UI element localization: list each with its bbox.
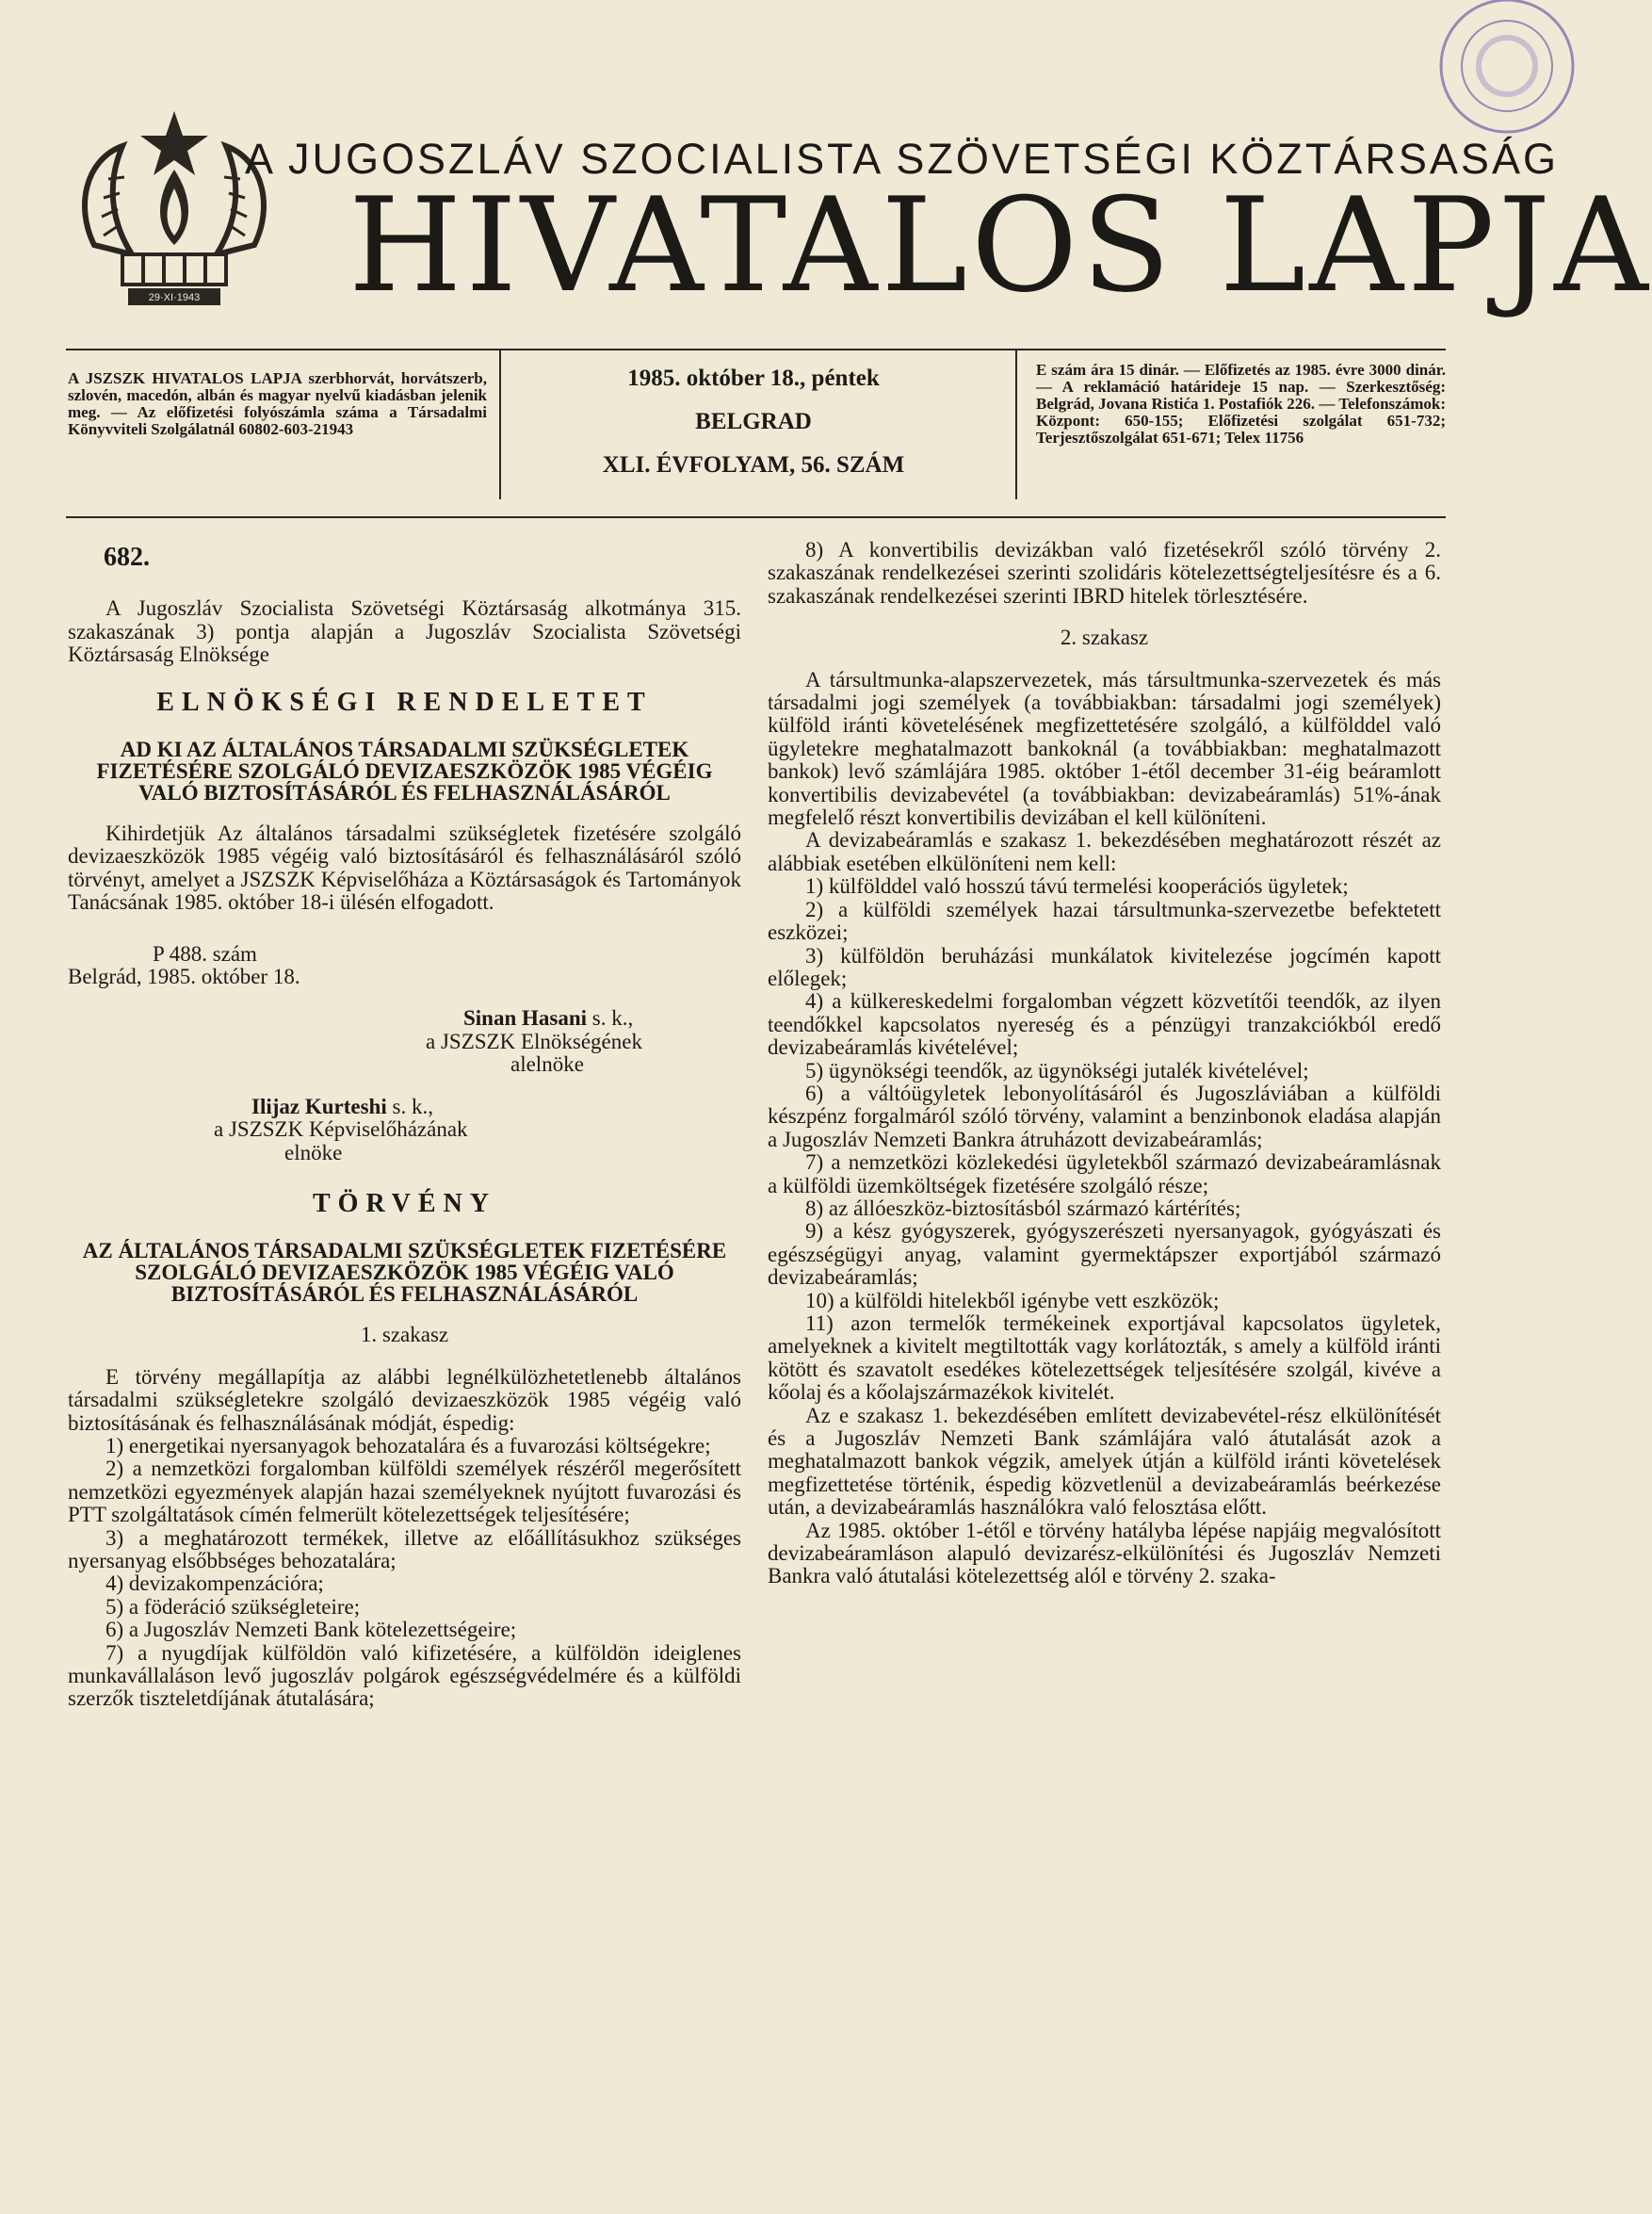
signatory-name: Ilijaz Kurteshi <box>251 1094 387 1118</box>
list-item: 9) a kész gyógyszerek, gyógyszerészeti nyersanyagok, gyógyászati és egészségügyi anyag, valamint gyermektápszer exportjából származó devizabeáramlás; <box>768 1219 1441 1290</box>
issue-info <box>513 366 994 496</box>
paragraph: A társultmunka-alapszervezetek, más társultmunka-szervezetek és más társadalmi jogi személyek (a továbbiakban: társadalmi jogi személyek) külföld iránti követelésének megfizettetésére szolgáló, a külfölddel való ügyletekre meghatalmazott bankoknál (a továbbiakban: meghatalmazott bankok) levő számlájára 1985. október 1-étől december 31-éig beáramlott konvertibilis devizabevétel (a továbbiakban: devizabeáramlás) 51%-ának megfelelő részt konvertibilis devizában el kell különíteni. <box>768 667 1441 830</box>
document-number: 682. <box>104 543 150 572</box>
signatory-role: a JSZSZK Elnökségének <box>426 1029 642 1053</box>
paragraph: Az e szakasz 1. bekezdésében említett devizabevétel-rész elkülönítését és a Jugoszláv Nemzeti Bank számlájára való átutalását azok a meghatalmazott bankok végzik, amelyek útján a külföld iránti követelések megfizettetése történik, éspedig közvetlenül a devizabeáramlás beérkezése után, a devizabeáramlás használókra való felosztása előtt. <box>768 1403 1441 1520</box>
list-item: 8) az állóeszköz-biztosításból származó kártérítés; <box>805 1196 1241 1220</box>
issue-date: 1985. október 18., péntek <box>627 366 880 391</box>
list-item: 4) devizakompenzációra; <box>105 1571 324 1596</box>
list-item: 3) a meghatározott termékek, illetve az előállításukhoz szükséges nyersanyag elsőbbséges behozatalára; <box>68 1525 741 1572</box>
band-top-rule <box>66 349 1446 350</box>
list-item: 4) a külkereskedelmi forgalomban végzett közvetítői teendők, az ilyen teendőkkel kapcsolatos nyereség és a pénzügyi tranzakciókból eredő devizabeáramlás kivételével; <box>768 989 1441 1060</box>
emblem-date: 29·XI·1943 <box>148 292 201 303</box>
list-item: 1) külfölddel való hosszú távú termelési kooperációs ügyletek; <box>805 874 1349 899</box>
list-item: 11) azon termelők termékeinek exportjával kapcsolatos ügyletek, amelyeknek a kivitelt megtiltották vagy korlátozták, s amely a külföld iránti kötött és szavatolt esedékes kötelezettségek teljesítésére szolgál, kivéve a kőolaj és a kőolajszármazékok kivitelét. <box>768 1311 1441 1405</box>
right-column <box>768 539 1441 1588</box>
list-item: 7) a nyugdíjak külföldön való kifizetésére, a külföldön ideiglenes munkavállaláson levő jugoszláv polgárok egészségvédelmére és a külföldi szerzők tiszteletdíjának átutalására; <box>68 1640 741 1711</box>
signatory-sk: s. k., <box>392 1094 433 1118</box>
list-item: 7) a nemzetközi közlekedési ügyletekből származó devizabeáramlásnak a külföldi üzemköltségek fizetésére szolgáló része; <box>768 1150 1441 1197</box>
issue-number: XLI. ÉVFOLYAM, 56. SZÁM <box>602 452 905 478</box>
list-item: 1) energetikai nyersanyagok behozatalára és a fuvarozási költségekre; <box>105 1433 711 1457</box>
signatory-sk: s. k., <box>591 1006 634 1031</box>
preamble: A Jugoszláv Szocialista Szövetségi Köztársaság alkotmánya 315. szakaszának 3) pontja alapján a Jugoszláv Szocialista Szövetségi Köztársaság Elnöksége <box>68 596 741 667</box>
list-item: 10) a külföldi hitelekből igénybe vett eszközök; <box>805 1288 1220 1312</box>
signatory-role: alelnöke <box>510 1052 584 1077</box>
section-heading: 1. szakasz <box>360 1323 449 1347</box>
masthead-main-title: HIVATALOS LAPJA <box>348 170 1652 321</box>
decree-heading: ELNÖKSÉGI RENDELETET <box>156 687 653 717</box>
signature-block-1 <box>426 1007 741 1076</box>
list-item: 3) külföldön beruházási munkálatok kivitelezése jogcímén kapott előlegek; <box>768 943 1441 990</box>
list-item: 8) A konvertibilis devizákban való fizetésekről szóló törvény 2. szakaszának rendelkezései szerinti szolidáris kötelezettségteljesítésre és a 6. szakaszának rendelkezései szerinti IBRD hitelek törlesztésére. <box>768 538 1441 608</box>
price-contact-info: E szám ára 15 dinár. — Előfizetés az 1985. évre 3000 dinár. — A reklamáció határideje 15 nap. — Szerkesztőség: Belgrád, Jovana Ristića 1. Postafiók 226. — Telefonszámok: Központ: 650-155; Előfizetési szolgálat 651-732; Terjesztőszolgálat 651-671; Telex 11756 <box>1036 361 1446 447</box>
list-item: 5) a föderáció szükségleteire; <box>105 1594 361 1619</box>
signature-block-2 <box>214 1096 741 1164</box>
left-column <box>68 537 741 1711</box>
list-item: 6) a Jugoszláv Nemzeti Bank kötelezettségeire; <box>105 1618 517 1642</box>
signatory-role: a JSZSZK Képviselőházának <box>214 1117 468 1142</box>
section-heading: 2. szakasz <box>1060 626 1149 650</box>
signatory-name: Sinan Hasani <box>463 1006 588 1031</box>
band-divider-left <box>499 349 501 499</box>
band-bottom-rule <box>66 516 1446 518</box>
law-title: AZ ÁLTALÁNOS TÁRSADALMI SZÜKSÉGLETEK FIZETÉSÉRE SZOLGÁLÓ DEVIZAESZKÖZÖK 1985 VÉGÉIG VALÓ BIZTOSÍTÁSÁRÓL ÉS FELHASZNÁLÁSÁRÓL <box>82 1239 727 1307</box>
paragraph: A devizabeáramlás e szakasz 1. bekezdésében meghatározott részét az alábbiak esetében elkülöníteni nem kell: <box>768 828 1441 875</box>
law-heading: TÖRVÉNY <box>312 1188 497 1218</box>
masthead-top-title: A JUGOSZLÁV SZOCIALISTA SZÖVETSÉGI KÖZTÁRSASÁG <box>245 135 1559 183</box>
reference-number: P 488. szám <box>153 941 257 966</box>
list-item: 5) ügynökségi teendők, az ügynökségi jutalék kivételével; <box>805 1058 1309 1083</box>
list-item: 2) a külföldi személyek hazai társultmunka-szervezetbe befektetett eszközei; <box>768 897 1441 945</box>
section-intro: E törvény megállapítja az alábbi legnélkülözhetetlenebb általános társadalmi szükségletekre szolgáló devizaeszközök 1985 végéig való biztosításának és felhasználásának módját, éspedig: <box>68 1364 741 1435</box>
reference-date: Belgrád, 1985. október 18. <box>68 965 300 989</box>
signatory-role: elnöke <box>284 1140 343 1164</box>
list-item: 2) a nemzetközi forgalomban külföldi személyek részéről megerősített nemzetközi egyezmények alapján hazai személyeknek nyújtott fuvarozási és PTT szolgáltatások címén felmerült kötelezettségek teljesítésére; <box>68 1457 741 1527</box>
issue-place: BELGRAD <box>695 409 812 434</box>
band-divider-right <box>1015 349 1017 499</box>
list-item: 6) a váltóügyletek lebonyolításáról és Jugoszláviában a külföldi készpénz forgalmáról szóló törvény, valamint a benzinbonok eladása alapján a Jugoszláv Nemzeti Bankra átruházott devizabeáramlás; <box>768 1081 1441 1151</box>
decree-title: AD KI AZ ÁLTALÁNOS TÁRSADALMI SZÜKSÉGLETEK FIZETÉSÉRE SZOLGÁLÓ DEVIZAESZKÖZÖK 1985 VÉGÉIG VALÓ BIZTOSÍTÁSÁRÓL ÉS FELHASZNÁLÁSÁRÓL <box>96 738 713 806</box>
paragraph: Az 1985. október 1-étől e törvény hatályba lépése napjáig megvalósított devizabeáramláson alapuló devizarész-elkülönítési és Jugoszláv Nemzeti Bankra való átutalási kötelezettség alól e törvény 2. szaka- <box>768 1518 1441 1588</box>
publication-info: A JSZSZK HIVATALOS LAPJA szerbhorvát, horvátszerb, szlovén, macedón, albán és magyar nyelvű kiadásban jelenik meg. — Az előfizetési folyószámla száma a Társadalmi Könyvviteli Szolgálatnál 60802-603-21943 <box>68 369 487 438</box>
promulgation-text: Kihirdetjük Az általános társadalmi szükségletek fizetésére szolgáló devizaeszközök 1985 végéig való biztosításáról és felhasználásáról szóló törvényt, amelyet a JSZSZK Képviselőháza a Köztársaságok és Tartományok Tanácsának 1985. október 18-i ülésén elfogadott. <box>68 822 741 915</box>
library-stamp-icon <box>1417 0 1507 160</box>
